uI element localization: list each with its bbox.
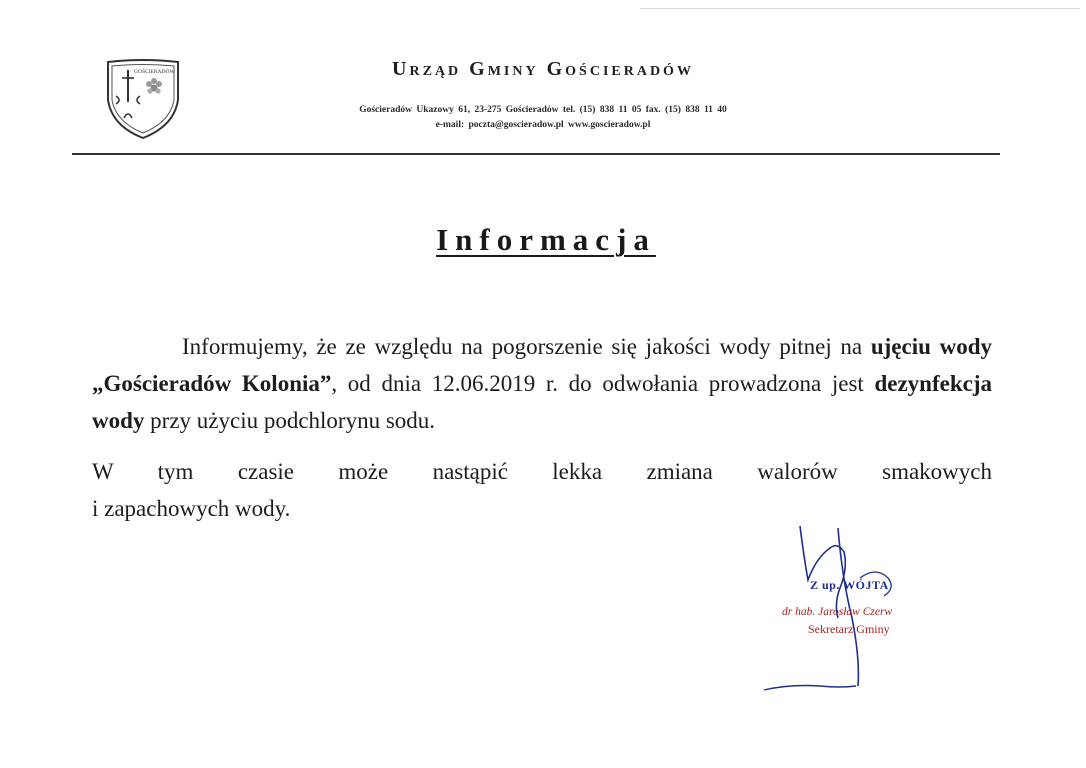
- crest-text: GOŚCIERADÓW: [134, 69, 175, 75]
- disinfection-term: dezynfekcja wody: [92, 371, 992, 433]
- paragraph-1: Informujemy, że ze względu na pogorszenie się jakości wody pitnej na ujęciu wody „Gościeradów Kolonia”, od dnia 12.06.2019 r. do odwołania prowadzona jest dezynfekcja wody przy użyciu podchlorynu sodu.: [92, 334, 992, 433]
- address-line: Gościeradów Ukazowy 61, 23-275 Gościeradów tel. (15) 838 11 05 fax. (15) 838 11 40: [359, 105, 727, 115]
- contact-line: e-mail: poczta@goscieradow.pl www.goscieradow.pl: [435, 120, 651, 130]
- scan-edge-line: [640, 8, 1080, 9]
- document-title: Informacja: [436, 222, 656, 257]
- header-divider: [72, 153, 1000, 155]
- signature-block: [760, 518, 960, 698]
- office-name: Urząd Gminy Gościeradów: [392, 58, 694, 80]
- paragraph-2: W tym czasie może nastąpić lekka zmiana walorów smakowych i zapachowych wody.: [92, 459, 992, 521]
- stamp-authorization: Z up. WÓJTA: [810, 578, 889, 592]
- document-body: [92, 328, 992, 527]
- water-intake-name: ujęciu wody „Gościeradów Kolonia”: [92, 334, 992, 396]
- stamp-signatory-name: dr hab. Jarosław Czerw: [782, 606, 893, 618]
- stamp-signatory-role: Sekretarz Gminy: [808, 622, 890, 636]
